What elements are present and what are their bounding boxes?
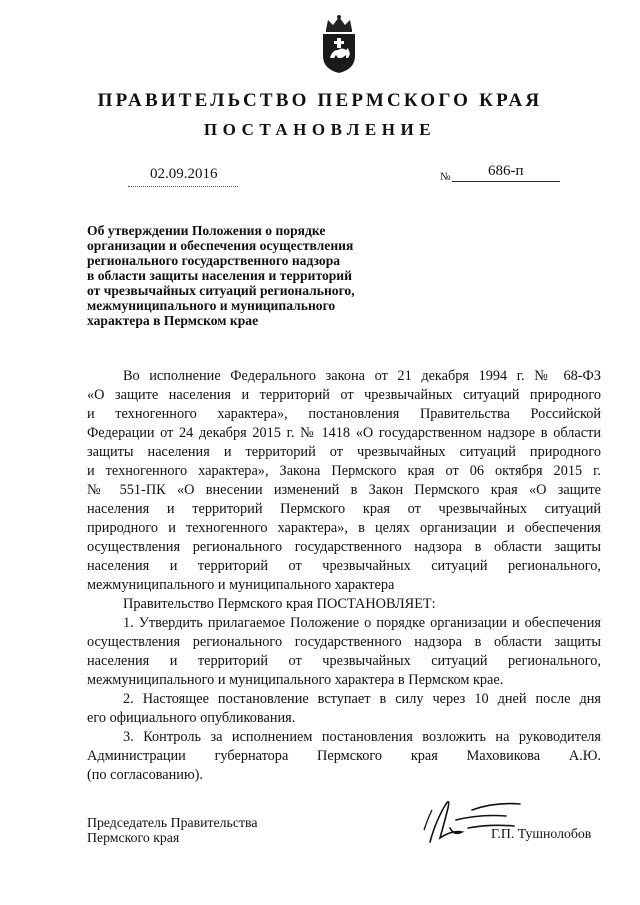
item3-line: (по согласованию). — [87, 767, 203, 783]
signatory-position — [87, 815, 257, 845]
document-number: 686-п — [488, 163, 524, 179]
coat-of-arms-emblem — [318, 14, 360, 74]
number-label: № — [440, 171, 451, 183]
preamble-line: № 551-ПК «О внесении изменений в Закон Пермского края «О защите — [87, 482, 601, 498]
document-date: 02.09.2016 — [150, 166, 218, 182]
subject-line: межмуниципального и муниципального — [87, 298, 336, 313]
signatory-name: Г.П. Тушнолобов — [491, 826, 592, 841]
item1-line: 1. Утвердить прилагаемое Положение о порядке организации и обеспечения — [123, 615, 601, 631]
preamble-line: населения и территорий от чрезвычайных ситуаций регионального, — [87, 558, 601, 574]
item3-line: 3. Контроль за исполнением постановления возложить на руководителя — [123, 729, 601, 745]
government-title: ПРАВИТЕЛЬСТВО ПЕРМСКОГО КРАЯ — [97, 90, 543, 111]
document-type: ПОСТАНОВЛЕНИЕ — [203, 120, 437, 139]
preamble-line: и техногенного характера», Закона Пермского края от 06 октября 2015 г. — [87, 463, 601, 479]
shield-icon — [323, 34, 355, 73]
item1-line: населения и территорий от чрезвычайных ситуаций регионального, — [87, 653, 601, 669]
document-body — [87, 367, 601, 785]
subject-line: от чрезвычайных ситуаций регионального, — [87, 283, 355, 298]
document-subject — [87, 223, 407, 328]
preamble-line: межмуниципального и муниципального характера — [87, 577, 395, 593]
preamble-line: «О защите населения и территорий от чрезвычайных ситуаций природного — [87, 387, 601, 403]
item2-line: 2. Настоящее постановление вступает в силу через 10 дней после дня — [123, 691, 601, 707]
subject-line: Об утверждении Положения о порядке — [87, 223, 326, 238]
item1-line: осуществления регионального государственного надзора в области защиты — [87, 634, 601, 650]
item2-line: его официального опубликования. — [87, 710, 296, 726]
preamble-line: осуществления регионального государственного надзора в области защиты — [87, 539, 601, 555]
subject-line: характера в Пермском крае — [87, 313, 259, 328]
subject-line: организации и обеспечения осуществления — [87, 238, 354, 253]
position-line: Председатель Правительства — [87, 815, 258, 830]
preamble-line: Федерации от 24 декабря 2015 г. № 1418 «О государственном надзоре в области — [87, 425, 601, 441]
crown-icon — [326, 15, 352, 32]
position-line: Пермского края — [87, 830, 180, 845]
subject-line: в области защиты населения и территорий — [87, 268, 352, 283]
decree-line: Правительство Пермского края ПОСТАНОВЛЯЕТ: — [123, 596, 436, 612]
item3-line: Администрации губернатора Пермского края Маховикова А.Ю. — [87, 748, 601, 764]
preamble-line: Во исполнение Федерального закона от 21 декабря 1994 г. № 68-ФЗ — [123, 368, 601, 384]
preamble-line: населения и территорий Пермского края от чрезвычайных ситуаций — [87, 501, 601, 517]
preamble-line: природного и техногенного характера», в целях организации и обеспечения — [87, 520, 601, 536]
number-underline — [452, 181, 560, 182]
preamble-line: и техногенного характера», постановления Правительства Российской — [87, 406, 601, 422]
preamble-line: защиты населения и территорий от чрезвычайных ситуаций природного — [87, 444, 601, 460]
item1-line: межмуниципального и муниципального характера в Пермском крае. — [87, 672, 504, 688]
date-underline — [128, 186, 238, 187]
subject-line: регионального государственного надзора — [87, 253, 341, 268]
